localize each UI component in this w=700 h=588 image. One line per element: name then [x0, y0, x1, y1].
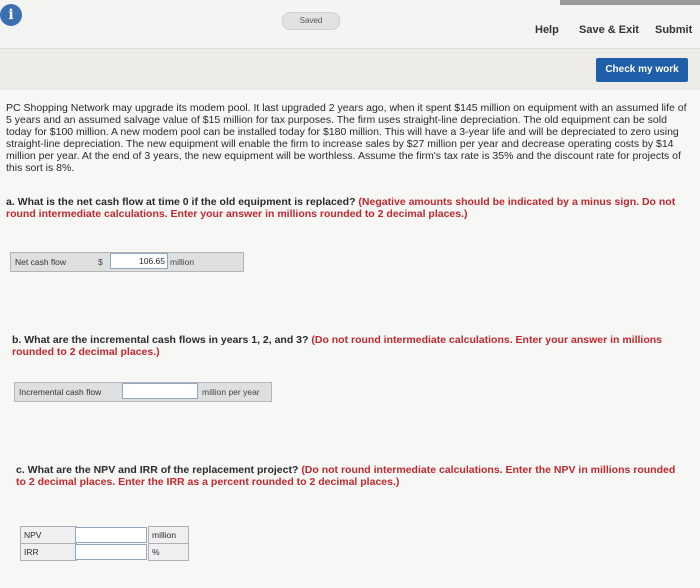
incremental-cash-flow-label: Incremental cash flow: [19, 387, 102, 397]
net-cash-flow-label: Net cash flow: [15, 257, 67, 267]
irr-input[interactable]: [75, 544, 147, 560]
progress-strip: [560, 0, 700, 5]
incremental-cash-flow-input[interactable]: [122, 383, 198, 399]
net-cash-flow-unit: million: [170, 257, 195, 267]
npv-input[interactable]: [75, 527, 147, 543]
part-c-question: [16, 464, 688, 488]
part-c-text: c. What are the NPV and IRR of the replacement project?: [16, 464, 299, 476]
incremental-cash-flow-unit: million per year: [202, 387, 260, 397]
irr-unit: %: [148, 543, 189, 561]
currency-symbol: $: [98, 257, 103, 267]
problem-statement: PC Shopping Network may upgrade its modem pool. It last upgraded 2 years ago, when it spent $145 million on equipment with an assumed life of 5 years and an assumed salvage value of $15 million for tax purposes. The firm uses straight-line depreciation. The old equipment can be sold today for $100 million. A new modem pool can be installed today for $180 million. This will have a 3-year life and will be depreciated to zero using straight-line depreciation. The new equipment will enable the firm to increase sales by $27 million per year and decrease operating costs by $14 million per year. At the end of 3 years, the new equipment will be worthless. Assume the firm's tax rate is 35% and the discount rate for projects of this sort is 8%.: [6, 102, 687, 174]
part-c-note: (Do not round intermediate calculations. Enter the NPV in millions rounded to 2 decimal places. Enter the IRR as a percent rounded to 2 decimal places.): [16, 464, 676, 488]
part-a-text: a. What is the net cash flow at time 0 if the old equipment is replaced?: [6, 196, 356, 208]
npv-unit: million: [148, 526, 189, 544]
part-a-note: (Negative amounts should be indicated by a minus sign. Do not round intermediate calculations. Enter your answer in millions rounded to 2 decimal places.): [6, 196, 676, 220]
part-b-question: [12, 334, 688, 358]
part-b-note: (Do not round intermediate calculations. Enter your answer in millions rounded to 2 decimal places.): [12, 334, 662, 358]
npv-label: NPV: [20, 526, 77, 544]
part-a-question: [6, 196, 690, 220]
submit-link[interactable]: Submit: [655, 24, 693, 36]
check-my-work-button[interactable]: Check my work: [596, 58, 688, 82]
net-cash-flow-input[interactable]: 106.65: [110, 253, 168, 269]
part-b-text: b. What are the incremental cash flows in years 1, 2, and 3?: [12, 334, 309, 346]
help-link[interactable]: Help: [535, 24, 559, 36]
question-content: [0, 90, 700, 588]
irr-label: IRR: [20, 543, 77, 561]
saved-status-badge: Saved: [282, 12, 340, 30]
save-exit-link[interactable]: Save & Exit: [579, 24, 639, 36]
info-icon[interactable]: i: [0, 4, 22, 26]
top-bar: [0, 0, 700, 49]
